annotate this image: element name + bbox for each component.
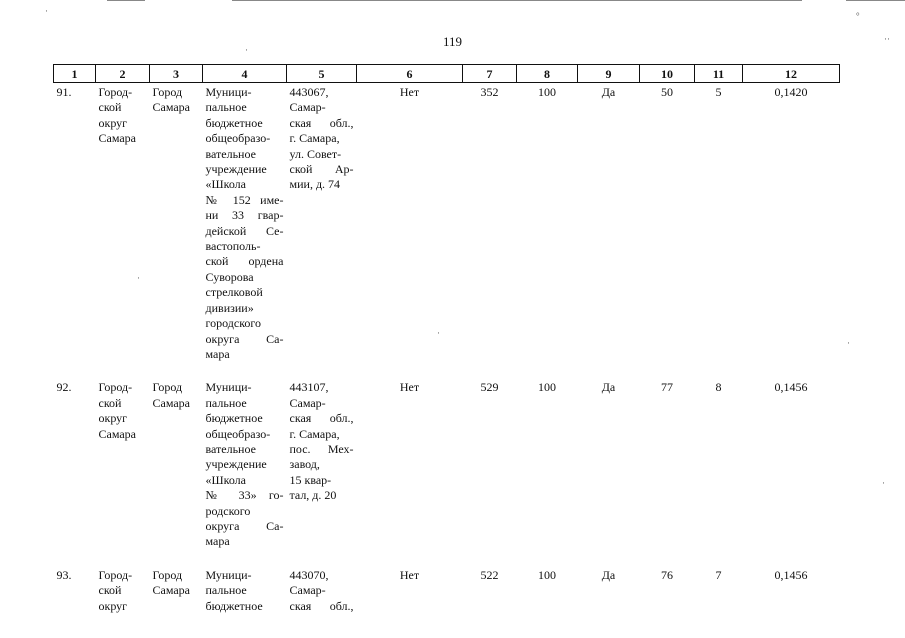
address-cell bbox=[287, 566, 357, 630]
cell-col-11: 8 bbox=[715, 380, 722, 395]
row-number: 93. bbox=[56, 567, 72, 582]
district-cell-line: округ bbox=[98, 115, 128, 130]
scan-speck: · bbox=[847, 338, 850, 348]
table-row bbox=[54, 378, 840, 565]
address-cell-line: ская обл., bbox=[289, 598, 354, 613]
city-cell bbox=[150, 566, 203, 630]
institution-name-cell-line: пальное bbox=[205, 100, 247, 115]
institution-name-cell-line: бюджетное bbox=[205, 115, 263, 130]
cell-col-8: 100 bbox=[538, 380, 556, 395]
institution-name-cell-line: дивизии» bbox=[205, 300, 254, 315]
address-cell-line: Самар- bbox=[289, 395, 326, 410]
row-number: 91. bbox=[56, 85, 72, 99]
scan-speck: ·· bbox=[884, 34, 890, 44]
cell-col-9: Да bbox=[601, 85, 616, 99]
column-number-2: 2 bbox=[96, 65, 150, 83]
institution-name-cell-line: общеобразо- bbox=[205, 131, 271, 146]
institution-name-cell-line: «Школа bbox=[205, 177, 246, 192]
column-number-10: 10 bbox=[640, 65, 695, 83]
institution-name-cell-line: Муници- bbox=[205, 567, 252, 582]
scan-edge-line bbox=[232, 0, 802, 1]
address-cell-line: ская обл., bbox=[289, 115, 354, 130]
institution-name-cell-line: учреждение bbox=[205, 162, 267, 177]
institution-name-cell-line: бюджетное bbox=[205, 411, 263, 426]
address-cell bbox=[287, 378, 357, 565]
address-cell-line: мии, д. 74 bbox=[289, 177, 341, 192]
city-cell-line: Самара bbox=[152, 583, 190, 598]
city-cell-line: Город bbox=[152, 380, 183, 395]
city-cell bbox=[150, 378, 203, 565]
cell-col-7: 529 bbox=[480, 380, 499, 395]
scan-speck: · bbox=[245, 45, 248, 55]
institution-name-cell-line: общеобразо- bbox=[205, 426, 271, 441]
district-cell bbox=[96, 566, 150, 630]
institution-name-cell bbox=[203, 378, 287, 565]
cell-col-7: 352 bbox=[480, 85, 499, 99]
column-number-11: 11 bbox=[695, 65, 743, 83]
institution-name-cell-line: мара bbox=[205, 534, 230, 549]
cell-col-6: Нет bbox=[399, 567, 420, 582]
column-number-5: 5 bbox=[287, 65, 357, 83]
institution-name-cell-line: округа Са- bbox=[205, 518, 284, 533]
institution-name-cell-line: округа Са- bbox=[205, 331, 284, 346]
institution-name-cell-line: Суворова bbox=[205, 269, 254, 284]
institution-name-cell-line: вательное bbox=[205, 441, 256, 456]
address-cell-line: г. Самара, bbox=[289, 131, 340, 146]
address-cell-line: г. Самара, bbox=[289, 426, 340, 441]
institution-name-cell-line: Муници- bbox=[205, 380, 252, 395]
address-cell-line: ская обл., bbox=[289, 411, 354, 426]
cell-col-8: 100 bbox=[538, 85, 556, 99]
district-cell-line: ской bbox=[98, 395, 122, 410]
address-cell-line: 443070, bbox=[289, 567, 329, 582]
address-cell bbox=[287, 83, 357, 379]
cell-col-10: 76 bbox=[661, 567, 673, 582]
cell-col-12: 0,1456 bbox=[774, 380, 808, 395]
address-cell-line: 443107, bbox=[289, 380, 329, 395]
page-number: 119 bbox=[442, 34, 463, 49]
column-number-7: 7 bbox=[463, 65, 517, 83]
column-number-4: 4 bbox=[203, 65, 287, 83]
column-number-6: 6 bbox=[357, 65, 463, 83]
row-number: 92. bbox=[56, 380, 72, 395]
scan-edge-line bbox=[107, 0, 145, 1]
institution-name-cell-line: вастополь- bbox=[205, 239, 261, 254]
address-cell-line: ул. Совет- bbox=[289, 146, 342, 161]
table-row bbox=[54, 83, 840, 379]
institution-name-cell bbox=[203, 83, 287, 379]
cell-col-9: Да bbox=[601, 567, 616, 582]
institution-name-cell-line: городского bbox=[205, 316, 262, 331]
institution-name-cell bbox=[203, 566, 287, 630]
institution-name-cell-line: «Школа bbox=[205, 472, 246, 487]
column-number-1: 1 bbox=[54, 65, 96, 83]
address-cell-line: тал, д. 20 bbox=[289, 488, 337, 503]
register-table bbox=[53, 64, 840, 630]
address-cell-line: ской Ар- bbox=[289, 162, 354, 177]
district-cell-line: Город- bbox=[98, 567, 133, 582]
scan-speck: · bbox=[437, 328, 440, 338]
scan-speck: · bbox=[882, 478, 885, 488]
scan-speck: · bbox=[137, 273, 140, 283]
institution-name-cell-line: пальное bbox=[205, 395, 247, 410]
institution-name-cell-line: ской ордена bbox=[205, 254, 284, 269]
city-cell bbox=[150, 83, 203, 379]
institution-name-cell-line: ни 33 гвар- bbox=[205, 208, 284, 223]
address-cell-line: 443067, bbox=[289, 85, 329, 99]
institution-name-cell-line: № 33» го- bbox=[205, 488, 284, 503]
address-cell-line: завод, bbox=[289, 457, 320, 472]
cell-col-8: 100 bbox=[538, 567, 556, 582]
institution-name-cell-line: Муници- bbox=[205, 85, 252, 99]
district-cell-line: округ bbox=[98, 598, 128, 613]
scan-edge-line bbox=[846, 0, 905, 1]
scan-speck: · bbox=[45, 6, 48, 16]
address-cell-line: Самар- bbox=[289, 100, 326, 115]
institution-name-cell-line: учреждение bbox=[205, 457, 267, 472]
cell-col-6: Нет bbox=[399, 85, 420, 99]
institution-name-cell-line: дейской Се- bbox=[205, 223, 284, 238]
district-cell-line: Самара bbox=[98, 426, 136, 441]
column-number-8: 8 bbox=[517, 65, 578, 83]
city-cell-line: Город bbox=[152, 567, 183, 582]
table-row bbox=[54, 566, 840, 630]
cell-col-7: 522 bbox=[480, 567, 499, 582]
district-cell-line: Город- bbox=[98, 85, 133, 99]
institution-name-cell-line: бюджетное bbox=[205, 598, 263, 613]
cell-col-12: 0,1420 bbox=[774, 85, 808, 99]
column-number-12: 12 bbox=[743, 65, 840, 83]
district-cell bbox=[96, 83, 150, 379]
address-cell-line: Самар- bbox=[289, 583, 326, 598]
district-cell-line: ской bbox=[98, 100, 122, 115]
cell-col-11: 7 bbox=[715, 567, 722, 582]
district-cell-line: округ bbox=[98, 411, 128, 426]
city-cell-line: Самара bbox=[152, 395, 190, 410]
institution-name-cell-line: родского bbox=[205, 503, 251, 518]
cell-col-11: 5 bbox=[715, 85, 722, 99]
column-number-3: 3 bbox=[150, 65, 203, 83]
institution-name-cell-line: № 152 име- bbox=[205, 192, 284, 207]
city-cell-line: Город bbox=[152, 85, 183, 99]
cell-col-10: 77 bbox=[661, 380, 673, 395]
district-cell-line: ской bbox=[98, 583, 122, 598]
column-number-9: 9 bbox=[578, 65, 640, 83]
institution-name-cell-line: стрелковой bbox=[205, 285, 263, 300]
district-cell-line: Самара bbox=[98, 131, 136, 146]
cell-col-6: Нет bbox=[399, 380, 420, 395]
address-cell-line: пос. Мех- bbox=[289, 441, 354, 456]
district-cell bbox=[96, 378, 150, 565]
institution-name-cell-line: вательное bbox=[205, 146, 256, 161]
cell-col-9: Да bbox=[601, 380, 616, 395]
city-cell-line: Самара bbox=[152, 100, 190, 115]
cell-col-12: 0,1456 bbox=[774, 567, 808, 582]
district-cell-line: Город- bbox=[98, 380, 133, 395]
address-cell-line: 15 квар- bbox=[289, 472, 332, 487]
column-number-header-row bbox=[54, 65, 840, 83]
scan-speck: ° bbox=[856, 11, 860, 21]
institution-name-cell-line: пальное bbox=[205, 583, 247, 598]
cell-col-10: 50 bbox=[661, 85, 673, 99]
institution-name-cell-line: мара bbox=[205, 346, 230, 361]
